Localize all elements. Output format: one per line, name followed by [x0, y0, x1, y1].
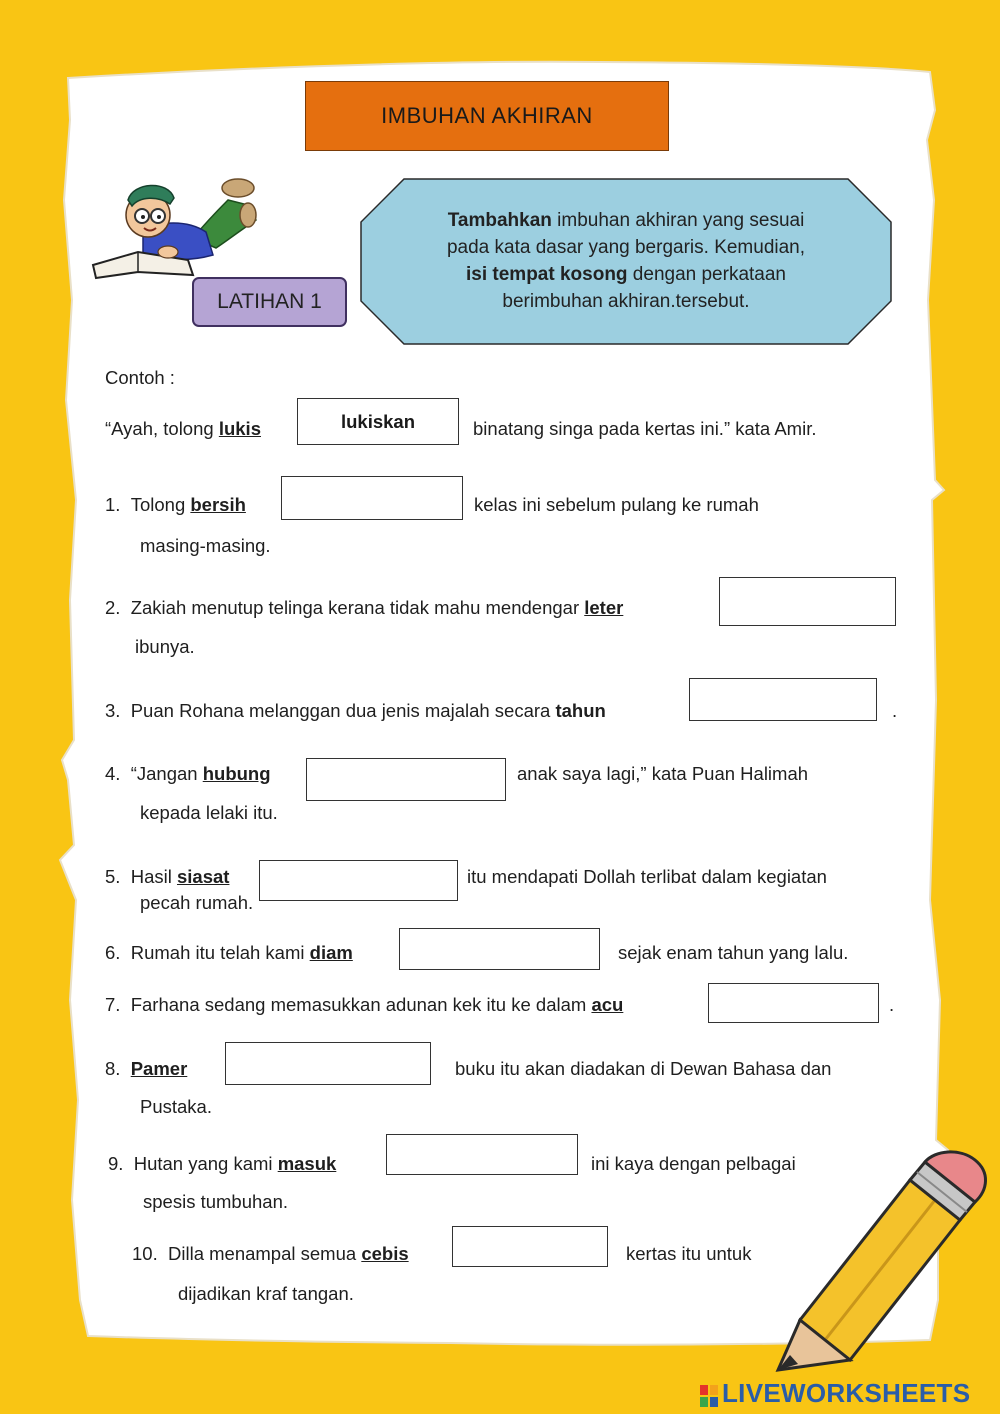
- answer-input-8[interactable]: [225, 1042, 431, 1085]
- question-1-after: kelas ini sebelum pulang ke rumah: [474, 494, 759, 515]
- answer-input-3[interactable]: [689, 678, 877, 721]
- question-text: Tolong: [130, 494, 191, 515]
- logo-text: LIVEWORKSHEETS: [722, 1378, 971, 1408]
- boy-reading-illustration: [88, 160, 260, 288]
- question-text: Hasil: [130, 866, 177, 887]
- question-text: Rumah itu telah kami: [130, 942, 310, 963]
- question-number: 6.: [105, 942, 121, 963]
- question-8: [105, 1058, 187, 1080]
- instruction-bold-2: isi tempat kosong: [466, 264, 628, 285]
- root-word: hubung: [202, 763, 271, 784]
- question-7: [105, 994, 623, 1016]
- question-4: [105, 763, 271, 785]
- question-6-after: sejak enam tahun yang lalu.: [618, 942, 849, 963]
- root-word: diam: [309, 942, 353, 963]
- question-3-after: .: [892, 700, 898, 721]
- question-9: [108, 1153, 336, 1175]
- question-number: 4.: [105, 763, 121, 784]
- logo-icon: [700, 1383, 718, 1405]
- question-1-line2: masing-masing.: [140, 535, 271, 556]
- question-10-after: kertas itu untuk: [626, 1243, 752, 1264]
- example-after: binatang singa pada kertas ini.” kata Amir.: [473, 418, 817, 439]
- question-9-after: ini kaya dengan pelbagai: [591, 1153, 796, 1174]
- example-sentence-start: [105, 418, 261, 440]
- answer-input-6[interactable]: [399, 928, 600, 970]
- instruction-bold-1: Tambahkan: [447, 210, 552, 231]
- question-10-line2: dijadikan kraf tangan.: [178, 1283, 354, 1304]
- example-before: “Ayah, tolong: [105, 418, 219, 439]
- root-word: cebis: [361, 1243, 409, 1264]
- answer-input-4[interactable]: [306, 758, 506, 801]
- pencil-illustration: [760, 1150, 995, 1375]
- instruction-text-4: berimbuhan akhiran.tersebut.: [502, 291, 750, 312]
- question-2-line2: ibunya.: [135, 636, 195, 657]
- question-number: 7.: [105, 994, 121, 1015]
- question-4-after: anak saya lagi,” kata Puan Halimah: [517, 763, 809, 784]
- answer-input-1[interactable]: [281, 476, 463, 520]
- question-text: “Jangan: [130, 763, 203, 784]
- root-word: Pamer: [130, 1058, 188, 1079]
- instruction-text-1: imbuhan akhiran yang sesuai: [551, 210, 805, 231]
- question-6: [105, 942, 353, 964]
- question-number: 10.: [132, 1243, 158, 1264]
- question-9-line2: spesis tumbuhan.: [143, 1191, 289, 1212]
- answer-input-10[interactable]: [452, 1226, 608, 1267]
- question-10: [132, 1243, 409, 1265]
- question-text: Puan Rohana melanggan dua jenis majalah secara: [130, 700, 556, 721]
- answer-input-2[interactable]: [719, 577, 896, 626]
- question-text: Farhana sedang memasukkan adunan kek itu ke dalam: [130, 994, 592, 1015]
- question-8-line2: Pustaka.: [140, 1096, 212, 1117]
- question-text: Zakiah menutup telinga kerana tidak mahu mendengar: [130, 597, 585, 618]
- question-5-after: itu mendapati Dollah terlibat dalam kegiatan: [467, 866, 827, 887]
- root-word: acu: [591, 994, 624, 1015]
- answer-input-5[interactable]: [259, 860, 458, 901]
- question-number: 1.: [105, 494, 121, 515]
- question-8-after: buku itu akan diadakan di Dewan Bahasa dan: [455, 1058, 832, 1079]
- question-text: Dilla menampal semua: [168, 1243, 362, 1264]
- question-3: [105, 700, 606, 722]
- exercise-label: LATIHAN 1: [192, 277, 347, 327]
- answer-input-7[interactable]: [708, 983, 879, 1023]
- instruction-text: [395, 207, 857, 315]
- liveworksheets-logo: [700, 1378, 970, 1409]
- question-2: [105, 597, 623, 619]
- question-7-after: .: [889, 994, 895, 1015]
- instruction-text-3: dengan perkataan: [627, 264, 786, 285]
- root-word: siasat: [176, 866, 230, 887]
- question-number: 5.: [105, 866, 121, 887]
- question-text: Hutan yang kami: [133, 1153, 278, 1174]
- worksheet-title: IMBUHAN AKHIRAN: [305, 81, 669, 151]
- instruction-text-2: pada kata dasar yang bergaris. Kemudian,: [446, 237, 806, 258]
- question-number: 9.: [108, 1153, 124, 1174]
- example-answer-box: lukiskan: [297, 398, 459, 445]
- root-word: leter: [584, 597, 624, 618]
- example-label: Contoh :: [105, 367, 175, 388]
- example-root-word: lukis: [218, 418, 261, 439]
- question-5: [105, 866, 229, 888]
- question-number: 2.: [105, 597, 121, 618]
- answer-input-9[interactable]: [386, 1134, 578, 1175]
- question-4-line2: kepada lelaki itu.: [140, 802, 278, 823]
- root-word: masuk: [277, 1153, 337, 1174]
- root-word: bersih: [190, 494, 246, 515]
- question-number: 3.: [105, 700, 121, 721]
- root-word: tahun: [555, 700, 606, 721]
- question-number: 8.: [105, 1058, 121, 1079]
- question-1: [105, 494, 246, 516]
- question-5-line2: pecah rumah.: [140, 892, 254, 913]
